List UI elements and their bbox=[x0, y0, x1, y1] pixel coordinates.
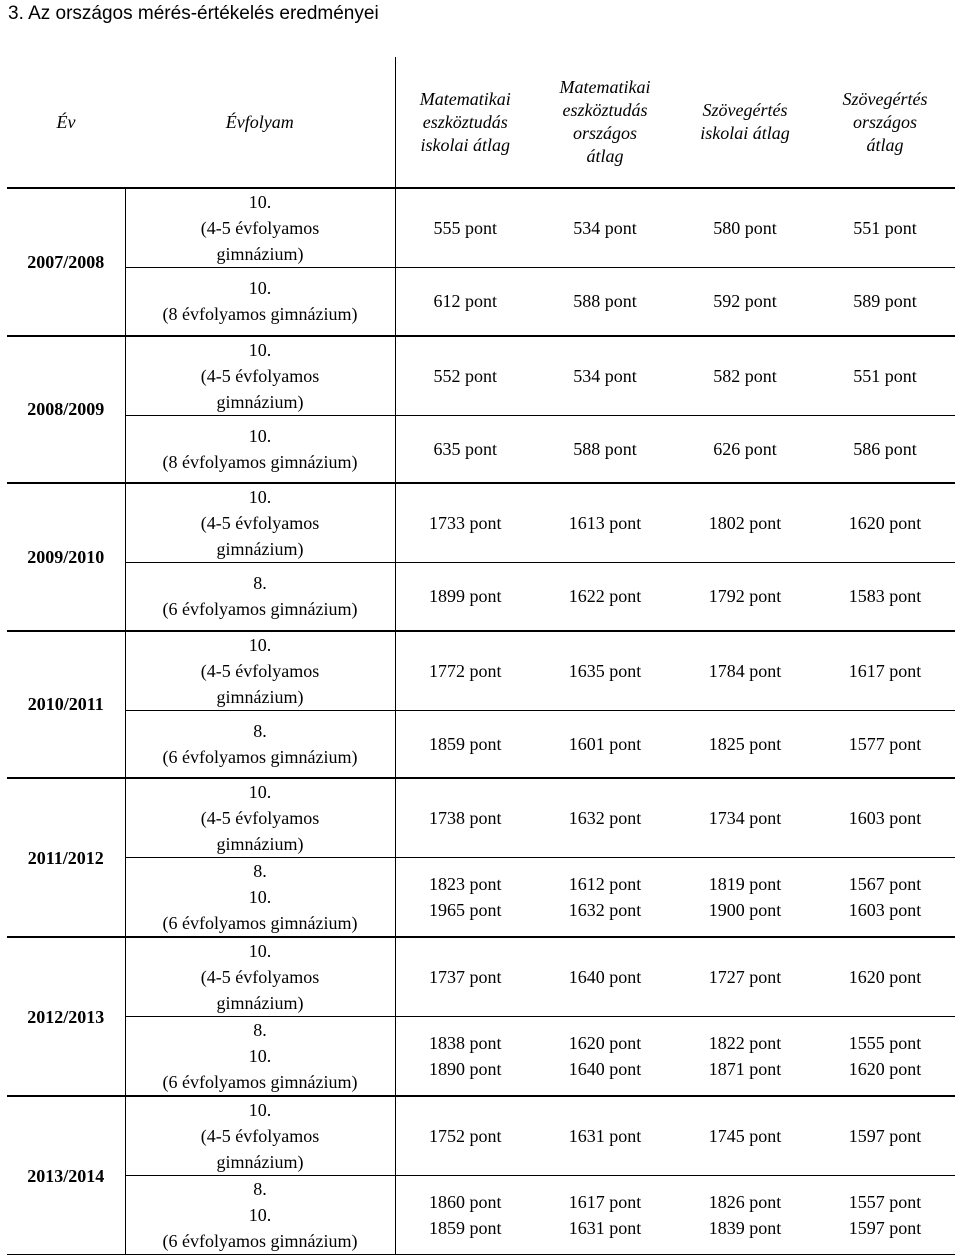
text-line: (6 évfolyamos gimnázium) bbox=[162, 913, 358, 933]
text-line: (6 évfolyamos gimnázium) bbox=[162, 746, 358, 767]
text-line: 534 pont bbox=[573, 218, 637, 238]
reading-school-cell bbox=[675, 1017, 815, 1097]
text-line: (4-5 évfolyamos bbox=[200, 808, 320, 828]
text-line: 551 pont bbox=[853, 218, 917, 238]
text-line: (4-5 évfolyamos bbox=[200, 513, 320, 533]
year-cell: 2008/2009 bbox=[7, 336, 125, 484]
math-school-cell bbox=[395, 631, 535, 711]
text-line: 1838 pont bbox=[428, 1033, 502, 1053]
math-school-cell bbox=[395, 710, 535, 778]
grade-cell bbox=[125, 563, 395, 631]
reading-school-cell bbox=[675, 778, 815, 858]
text-line: 1603 pont bbox=[848, 900, 922, 920]
reading-national-cell bbox=[815, 858, 955, 938]
math-school-cell bbox=[395, 858, 535, 938]
text-line: 592 pont bbox=[713, 291, 777, 312]
grade-cell bbox=[125, 268, 395, 336]
reading-school-cell bbox=[675, 858, 815, 938]
table-row bbox=[7, 631, 955, 711]
math-national-cell bbox=[535, 631, 675, 711]
text-line: 10. bbox=[248, 487, 272, 507]
math-school-cell bbox=[395, 937, 535, 1017]
table-row bbox=[7, 268, 955, 336]
reading-school-cell bbox=[675, 710, 815, 778]
text-line: 1871 pont bbox=[708, 1059, 782, 1079]
text-line: 1839 pont bbox=[708, 1218, 782, 1238]
text-line: 580 pont bbox=[713, 218, 777, 238]
reading-national-cell bbox=[815, 710, 955, 778]
grade-cell bbox=[125, 188, 395, 268]
text-line: gimnázium) bbox=[216, 686, 304, 707]
year-cell: 2011/2012 bbox=[7, 778, 125, 937]
text-line: gimnázium) bbox=[216, 1152, 304, 1172]
math-national-cell bbox=[535, 563, 675, 631]
reading-national-cell bbox=[815, 1017, 955, 1097]
text-line: gimnázium) bbox=[216, 834, 304, 854]
text-line: 551 pont bbox=[853, 365, 917, 386]
text-line: 1784 pont bbox=[708, 660, 782, 681]
text-line: 1583 pont bbox=[848, 586, 922, 607]
reading-school-cell bbox=[675, 483, 815, 563]
text-line: 1734 pont bbox=[708, 808, 782, 828]
reading-national-cell bbox=[815, 563, 955, 631]
text-line: 1819 pont bbox=[708, 874, 782, 894]
year-cell: 2013/2014 bbox=[7, 1096, 125, 1255]
grade-cell bbox=[125, 778, 395, 858]
text-line: (8 évfolyamos gimnázium) bbox=[162, 304, 358, 325]
table-row bbox=[7, 336, 955, 416]
text-line: 1737 pont bbox=[428, 967, 502, 987]
reading-national-cell bbox=[815, 188, 955, 268]
grade-cell bbox=[125, 336, 395, 416]
text-line: 8. bbox=[253, 861, 267, 881]
year-cell: 2007/2008 bbox=[7, 188, 125, 336]
text-line: eszköztudás bbox=[562, 100, 648, 120]
grade-cell bbox=[125, 710, 395, 778]
text-line: 1620 pont bbox=[848, 1059, 922, 1079]
text-line: 586 pont bbox=[853, 438, 917, 459]
text-line: 1859 pont bbox=[428, 1218, 502, 1238]
reading-national-cell bbox=[815, 937, 955, 1017]
text-line: 1612 pont bbox=[568, 874, 642, 894]
grade-cell bbox=[125, 631, 395, 711]
text-line: országos bbox=[852, 111, 918, 132]
text-line: 1601 pont bbox=[568, 733, 642, 754]
text-line: 1620 pont bbox=[848, 967, 922, 987]
text-line: Szövegértés bbox=[702, 100, 788, 120]
reading-national-cell bbox=[815, 336, 955, 416]
text-line: 10. bbox=[248, 192, 272, 212]
math-national-cell bbox=[535, 268, 675, 336]
text-line: 1603 pont bbox=[848, 808, 922, 828]
text-line: iskolai átlag bbox=[420, 134, 510, 155]
text-line: (6 évfolyamos gimnázium) bbox=[162, 1072, 358, 1092]
text-line: iskolai átlag bbox=[700, 123, 790, 143]
year-cell: 2010/2011 bbox=[7, 631, 125, 779]
table-row bbox=[7, 710, 955, 778]
math-school-cell bbox=[395, 188, 535, 268]
text-line: 555 pont bbox=[433, 218, 497, 238]
grade-cell bbox=[125, 415, 395, 483]
grade-cell bbox=[125, 1176, 395, 1255]
text-line: 10. bbox=[248, 887, 272, 907]
header-row bbox=[7, 57, 955, 188]
text-line: 1792 pont bbox=[708, 586, 782, 607]
text-line: 1802 pont bbox=[708, 513, 782, 533]
math-school-cell bbox=[395, 415, 535, 483]
text-line: átlag bbox=[866, 134, 904, 155]
text-line: gimnázium) bbox=[216, 539, 304, 559]
table-row bbox=[7, 778, 955, 858]
text-line: 1823 pont bbox=[428, 874, 502, 894]
table-row bbox=[7, 483, 955, 563]
text-line: 1727 pont bbox=[708, 967, 782, 987]
math-school-cell bbox=[395, 1176, 535, 1255]
reading-school-cell bbox=[675, 631, 815, 711]
text-line: 588 pont bbox=[573, 291, 637, 312]
math-school-cell bbox=[395, 1096, 535, 1176]
reading-national-cell bbox=[815, 1096, 955, 1176]
table-row bbox=[7, 563, 955, 631]
page-heading: 3. Az országos mérés-értékelés eredményei bbox=[8, 3, 379, 24]
text-line: 1822 pont bbox=[708, 1033, 782, 1053]
text-line: 10. bbox=[248, 1205, 272, 1225]
text-line: 589 pont bbox=[853, 291, 917, 312]
text-line: 8. bbox=[253, 720, 267, 741]
results-table bbox=[7, 57, 955, 1255]
math-school-cell bbox=[395, 483, 535, 563]
math-school-cell bbox=[395, 336, 535, 416]
text-line: 1622 pont bbox=[568, 586, 642, 607]
table-row bbox=[7, 1017, 955, 1097]
header-math-school bbox=[395, 57, 535, 188]
grade-cell bbox=[125, 1096, 395, 1176]
text-line: 534 pont bbox=[573, 365, 637, 386]
text-line: 1632 pont bbox=[568, 900, 642, 920]
year-cell: 2009/2010 bbox=[7, 483, 125, 631]
text-line: 1617 pont bbox=[568, 1192, 642, 1212]
text-line: Matematikai bbox=[559, 77, 651, 97]
text-line: (4-5 évfolyamos bbox=[200, 218, 320, 238]
text-line: 10. bbox=[248, 339, 272, 360]
text-line: eszköztudás bbox=[422, 111, 508, 132]
text-line: 8. bbox=[253, 1020, 267, 1040]
grade-cell bbox=[125, 483, 395, 563]
grade-cell bbox=[125, 1017, 395, 1097]
text-line: (4-5 évfolyamos bbox=[200, 365, 320, 386]
text-line: 582 pont bbox=[713, 365, 777, 386]
reading-school-cell bbox=[675, 188, 815, 268]
reading-school-cell bbox=[675, 937, 815, 1017]
math-national-cell bbox=[535, 188, 675, 268]
reading-national-cell bbox=[815, 1176, 955, 1255]
text-line: 1620 pont bbox=[568, 1033, 642, 1053]
reading-school-cell bbox=[675, 268, 815, 336]
grade-cell bbox=[125, 858, 395, 938]
text-line: 1597 pont bbox=[848, 1218, 922, 1238]
reading-school-cell bbox=[675, 563, 815, 631]
table-body bbox=[7, 188, 955, 1255]
math-national-cell bbox=[535, 937, 675, 1017]
text-line: átlag bbox=[586, 146, 624, 166]
reading-school-cell bbox=[675, 336, 815, 416]
table-row bbox=[7, 858, 955, 938]
math-national-cell bbox=[535, 483, 675, 563]
grade-cell bbox=[125, 937, 395, 1017]
text-line: 588 pont bbox=[573, 438, 637, 459]
text-line: gimnázium) bbox=[216, 993, 304, 1013]
text-line: 1635 pont bbox=[568, 660, 642, 681]
text-line: (4-5 évfolyamos bbox=[200, 967, 320, 987]
text-line: országos bbox=[572, 123, 638, 143]
table-row bbox=[7, 1176, 955, 1255]
header-reading-national bbox=[815, 57, 955, 188]
table-row bbox=[7, 188, 955, 268]
text-line: Matematikai bbox=[419, 88, 511, 109]
math-school-cell bbox=[395, 268, 535, 336]
text-line: 1860 pont bbox=[428, 1192, 502, 1212]
math-national-cell bbox=[535, 1096, 675, 1176]
text-line: 1640 pont bbox=[568, 967, 642, 987]
text-line: (4-5 évfolyamos bbox=[200, 1126, 320, 1146]
header-grade: Évfolyam bbox=[125, 57, 395, 188]
math-national-cell bbox=[535, 1176, 675, 1255]
text-line: 1826 pont bbox=[708, 1192, 782, 1212]
text-line: (6 évfolyamos gimnázium) bbox=[162, 1231, 358, 1251]
text-line: 10. bbox=[248, 278, 272, 299]
text-line: 1567 pont bbox=[848, 874, 922, 894]
text-line: 10. bbox=[248, 1046, 272, 1066]
text-line: 10. bbox=[248, 425, 272, 446]
math-national-cell bbox=[535, 336, 675, 416]
text-line: (6 évfolyamos gimnázium) bbox=[162, 599, 358, 620]
text-line: 1733 pont bbox=[428, 513, 502, 533]
text-line: 626 pont bbox=[713, 438, 777, 459]
reading-national-cell bbox=[815, 268, 955, 336]
table-row bbox=[7, 937, 955, 1017]
text-line: 1555 pont bbox=[848, 1033, 922, 1053]
table-row bbox=[7, 415, 955, 483]
math-national-cell bbox=[535, 415, 675, 483]
text-line: 10. bbox=[248, 634, 272, 655]
text-line: 1631 pont bbox=[568, 1218, 642, 1238]
reading-national-cell bbox=[815, 631, 955, 711]
text-line: 10. bbox=[248, 941, 272, 961]
text-line: 552 pont bbox=[433, 365, 497, 386]
header-year: Év bbox=[7, 57, 125, 188]
text-line: 1899 pont bbox=[428, 586, 502, 607]
text-line: 1890 pont bbox=[428, 1059, 502, 1079]
text-line: 1640 pont bbox=[568, 1059, 642, 1079]
reading-school-cell bbox=[675, 1176, 815, 1255]
text-line: 1613 pont bbox=[568, 513, 642, 533]
text-line: Szövegértés bbox=[842, 88, 928, 109]
year-cell: 2012/2013 bbox=[7, 937, 125, 1096]
text-line: 10. bbox=[248, 1100, 272, 1120]
reading-national-cell bbox=[815, 483, 955, 563]
reading-school-cell bbox=[675, 415, 815, 483]
math-national-cell bbox=[535, 858, 675, 938]
text-line: 1825 pont bbox=[708, 733, 782, 754]
math-school-cell bbox=[395, 1017, 535, 1097]
text-line: 8. bbox=[253, 1179, 267, 1199]
text-line: gimnázium) bbox=[216, 391, 304, 412]
math-national-cell bbox=[535, 778, 675, 858]
text-line: 1557 pont bbox=[848, 1192, 922, 1212]
reading-national-cell bbox=[815, 778, 955, 858]
reading-national-cell bbox=[815, 415, 955, 483]
text-line: 1597 pont bbox=[848, 1126, 922, 1146]
text-line: (4-5 évfolyamos bbox=[200, 660, 320, 681]
text-line: 1772 pont bbox=[428, 660, 502, 681]
header-math-national bbox=[535, 57, 675, 188]
text-line: 1632 pont bbox=[568, 808, 642, 828]
text-line: 1900 pont bbox=[708, 900, 782, 920]
text-line: (8 évfolyamos gimnázium) bbox=[162, 451, 358, 472]
text-line: 8. bbox=[253, 573, 267, 594]
text-line: 1745 pont bbox=[708, 1126, 782, 1146]
table-row bbox=[7, 1096, 955, 1176]
math-national-cell bbox=[535, 1017, 675, 1097]
math-school-cell bbox=[395, 563, 535, 631]
text-line: 1859 pont bbox=[428, 733, 502, 754]
text-line: 1617 pont bbox=[848, 660, 922, 681]
math-national-cell bbox=[535, 710, 675, 778]
text-line: 1738 pont bbox=[428, 808, 502, 828]
header-reading-school bbox=[675, 57, 815, 188]
text-line: 1620 pont bbox=[848, 513, 922, 533]
text-line: 10. bbox=[248, 782, 272, 802]
text-line: 1965 pont bbox=[428, 900, 502, 920]
text-line: 1577 pont bbox=[848, 733, 922, 754]
math-school-cell bbox=[395, 778, 535, 858]
text-line: 635 pont bbox=[433, 438, 497, 459]
text-line: 612 pont bbox=[433, 291, 497, 312]
text-line: 1752 pont bbox=[428, 1126, 502, 1146]
reading-school-cell bbox=[675, 1096, 815, 1176]
text-line: 1631 pont bbox=[568, 1126, 642, 1146]
text-line: gimnázium) bbox=[216, 244, 304, 264]
